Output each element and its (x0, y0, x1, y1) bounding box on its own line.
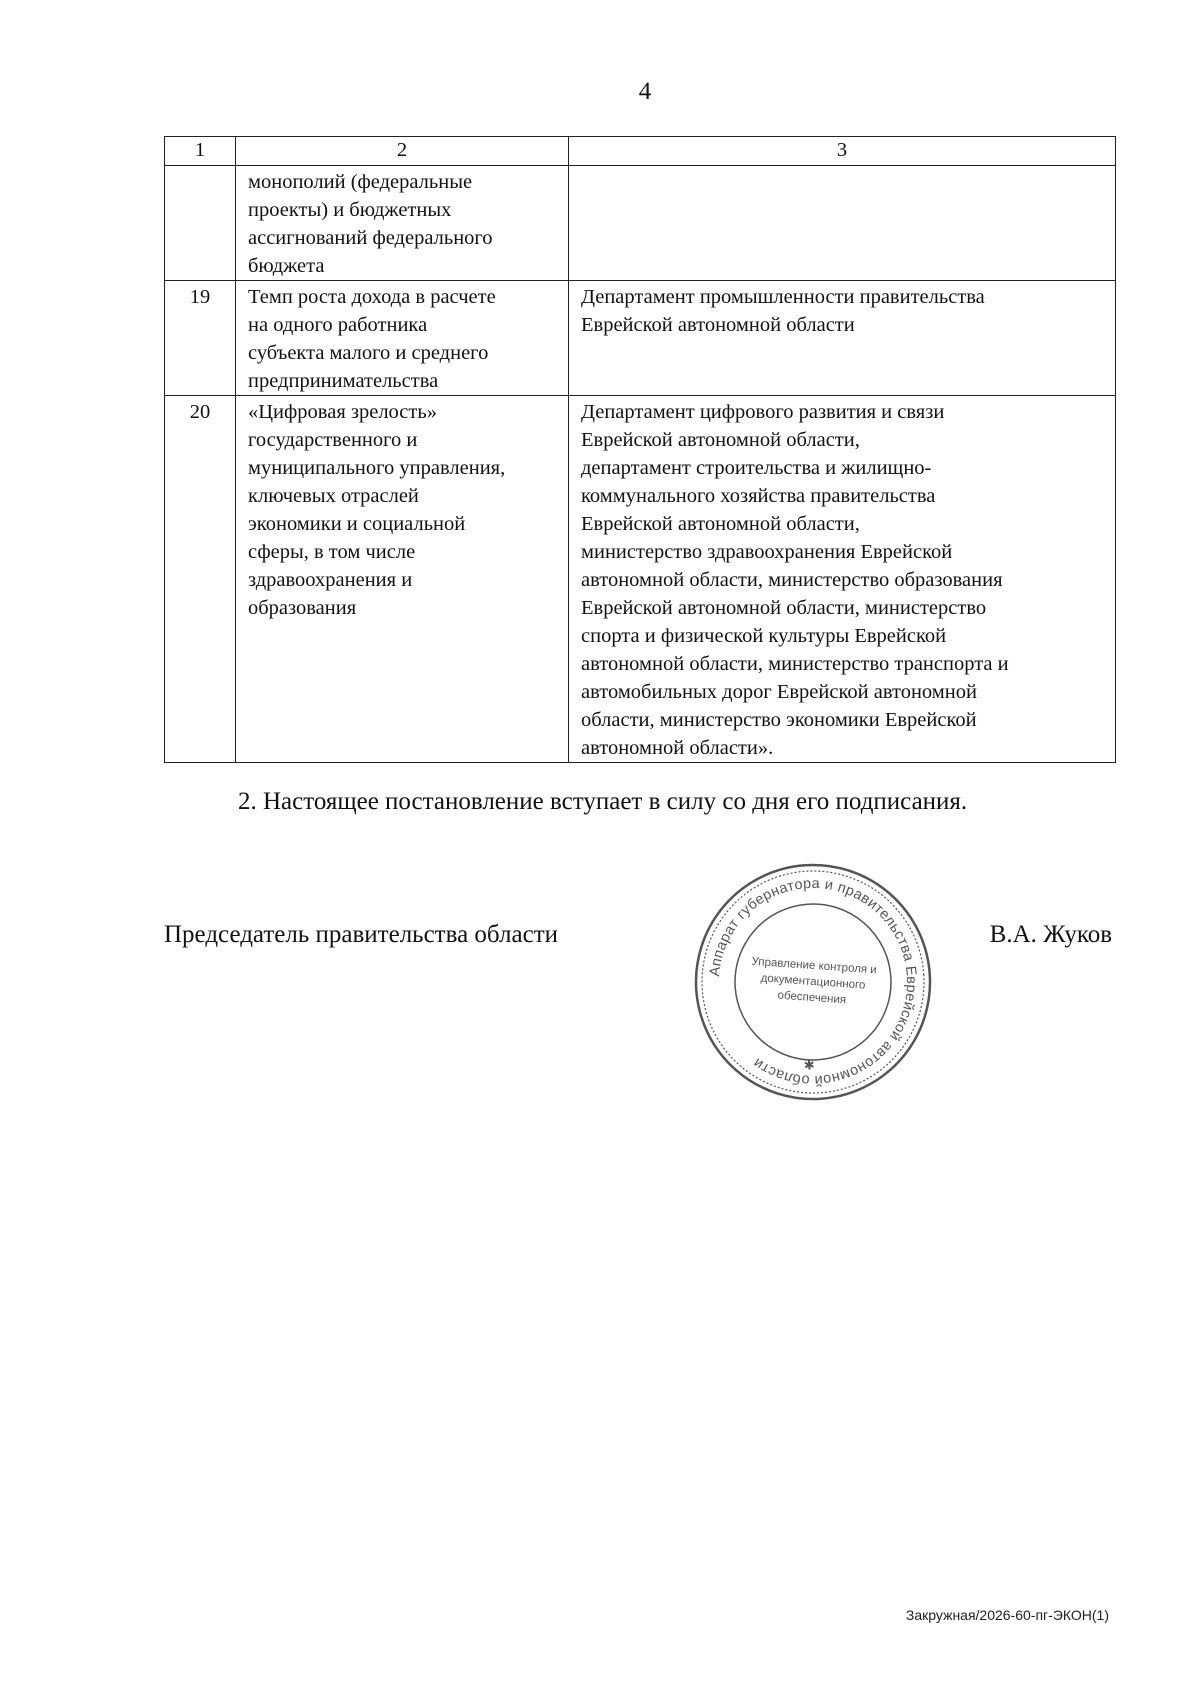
responsible-line: департамент строительства и жилищно- (581, 457, 932, 479)
indicator-line: сферы, в том числе (248, 541, 416, 563)
responsible-cell (569, 166, 1116, 281)
paragraph-effective-date: 2. Настоящее постановление вступает в силу со дня его подписания. (238, 788, 968, 815)
column-header-3: 3 (569, 137, 1116, 166)
indicator-cell (236, 281, 569, 396)
indicator-line: проекты) и бюджетных (248, 199, 452, 221)
indicator-line: бюджета (248, 255, 325, 277)
indicator-line: на одного работника (248, 314, 428, 336)
row-number: 19 (165, 281, 236, 396)
responsible-line: области, министерство экономики Еврейской (581, 709, 977, 731)
indicator-line: ключевых отраслей (248, 485, 419, 507)
document-code: Закружная/2026-60-пг-ЭКОН(1) (905, 1607, 1109, 1623)
responsible-cell (569, 281, 1116, 396)
responsible-line: автономной области». (581, 737, 774, 759)
indicator-line: образования (248, 597, 357, 619)
indicator-line: государственного и (248, 429, 418, 451)
indicator-line: муниципального управления, (248, 457, 506, 479)
indicator-line: субъекта малого и среднего (248, 342, 489, 364)
responsible-line: Еврейской автономной области, (581, 513, 860, 535)
column-header-2: 2 (236, 137, 569, 166)
responsible-line: министерство здравоохранения Еврейской (581, 541, 953, 563)
responsible-cell (569, 396, 1116, 763)
seal-star-icon: ✱ (803, 1058, 816, 1074)
responsible-line: Еврейской автономной области, министерство (581, 597, 987, 619)
responsible-line: автономной области, министерство образования (581, 569, 1003, 591)
table-row (165, 166, 1116, 281)
seal-outer-text: Аппарат губернатора и правительства Еврейской автономной области (707, 875, 920, 1089)
responsible-line: Еврейской автономной области, (581, 429, 860, 451)
table-header-row (165, 137, 1116, 166)
indicator-line: ассигнований федерального (248, 227, 493, 249)
responsible-line: Департамент промышленности правительства (581, 286, 985, 308)
signatory-title: Председатель правительства области (164, 921, 558, 948)
official-seal (684, 853, 942, 1111)
indicator-cell (236, 166, 569, 281)
responsible-line: автономной области, министерство транспорта и (581, 653, 1009, 675)
indicator-line: монополий (федеральные (248, 171, 473, 193)
column-header-1: 1 (165, 137, 236, 166)
indicators-table (164, 136, 1116, 763)
seal-inner-line: обеспечения (777, 989, 847, 1007)
indicator-line: Темп роста дохода в расчете (248, 286, 496, 308)
indicator-cell (236, 396, 569, 763)
seal-inner-line: Управление контроля и (751, 955, 878, 977)
indicator-line: предпринимательства (248, 370, 439, 392)
responsible-line: Еврейской автономной области (581, 314, 855, 336)
responsible-line: Департамент цифрового развития и связи (581, 401, 945, 423)
responsible-line: коммунального хозяйства правительства (581, 485, 936, 507)
seal-inner-line: документационного (760, 972, 866, 992)
table-row (165, 281, 1116, 396)
table-row (165, 396, 1116, 763)
page-number: 4 (638, 78, 652, 105)
row-number: 20 (165, 396, 236, 763)
indicator-line: экономики и социальной (248, 513, 466, 535)
responsible-line: спорта и физической культуры Еврейской (581, 625, 947, 647)
indicator-line: здравоохранения и (248, 569, 413, 591)
signatory-name: В.А. Жуков (989, 921, 1112, 948)
row-number (165, 166, 236, 281)
responsible-line: автомобильных дорог Еврейской автономной (581, 681, 977, 703)
indicator-line: «Цифровая зрелость» (248, 401, 437, 423)
